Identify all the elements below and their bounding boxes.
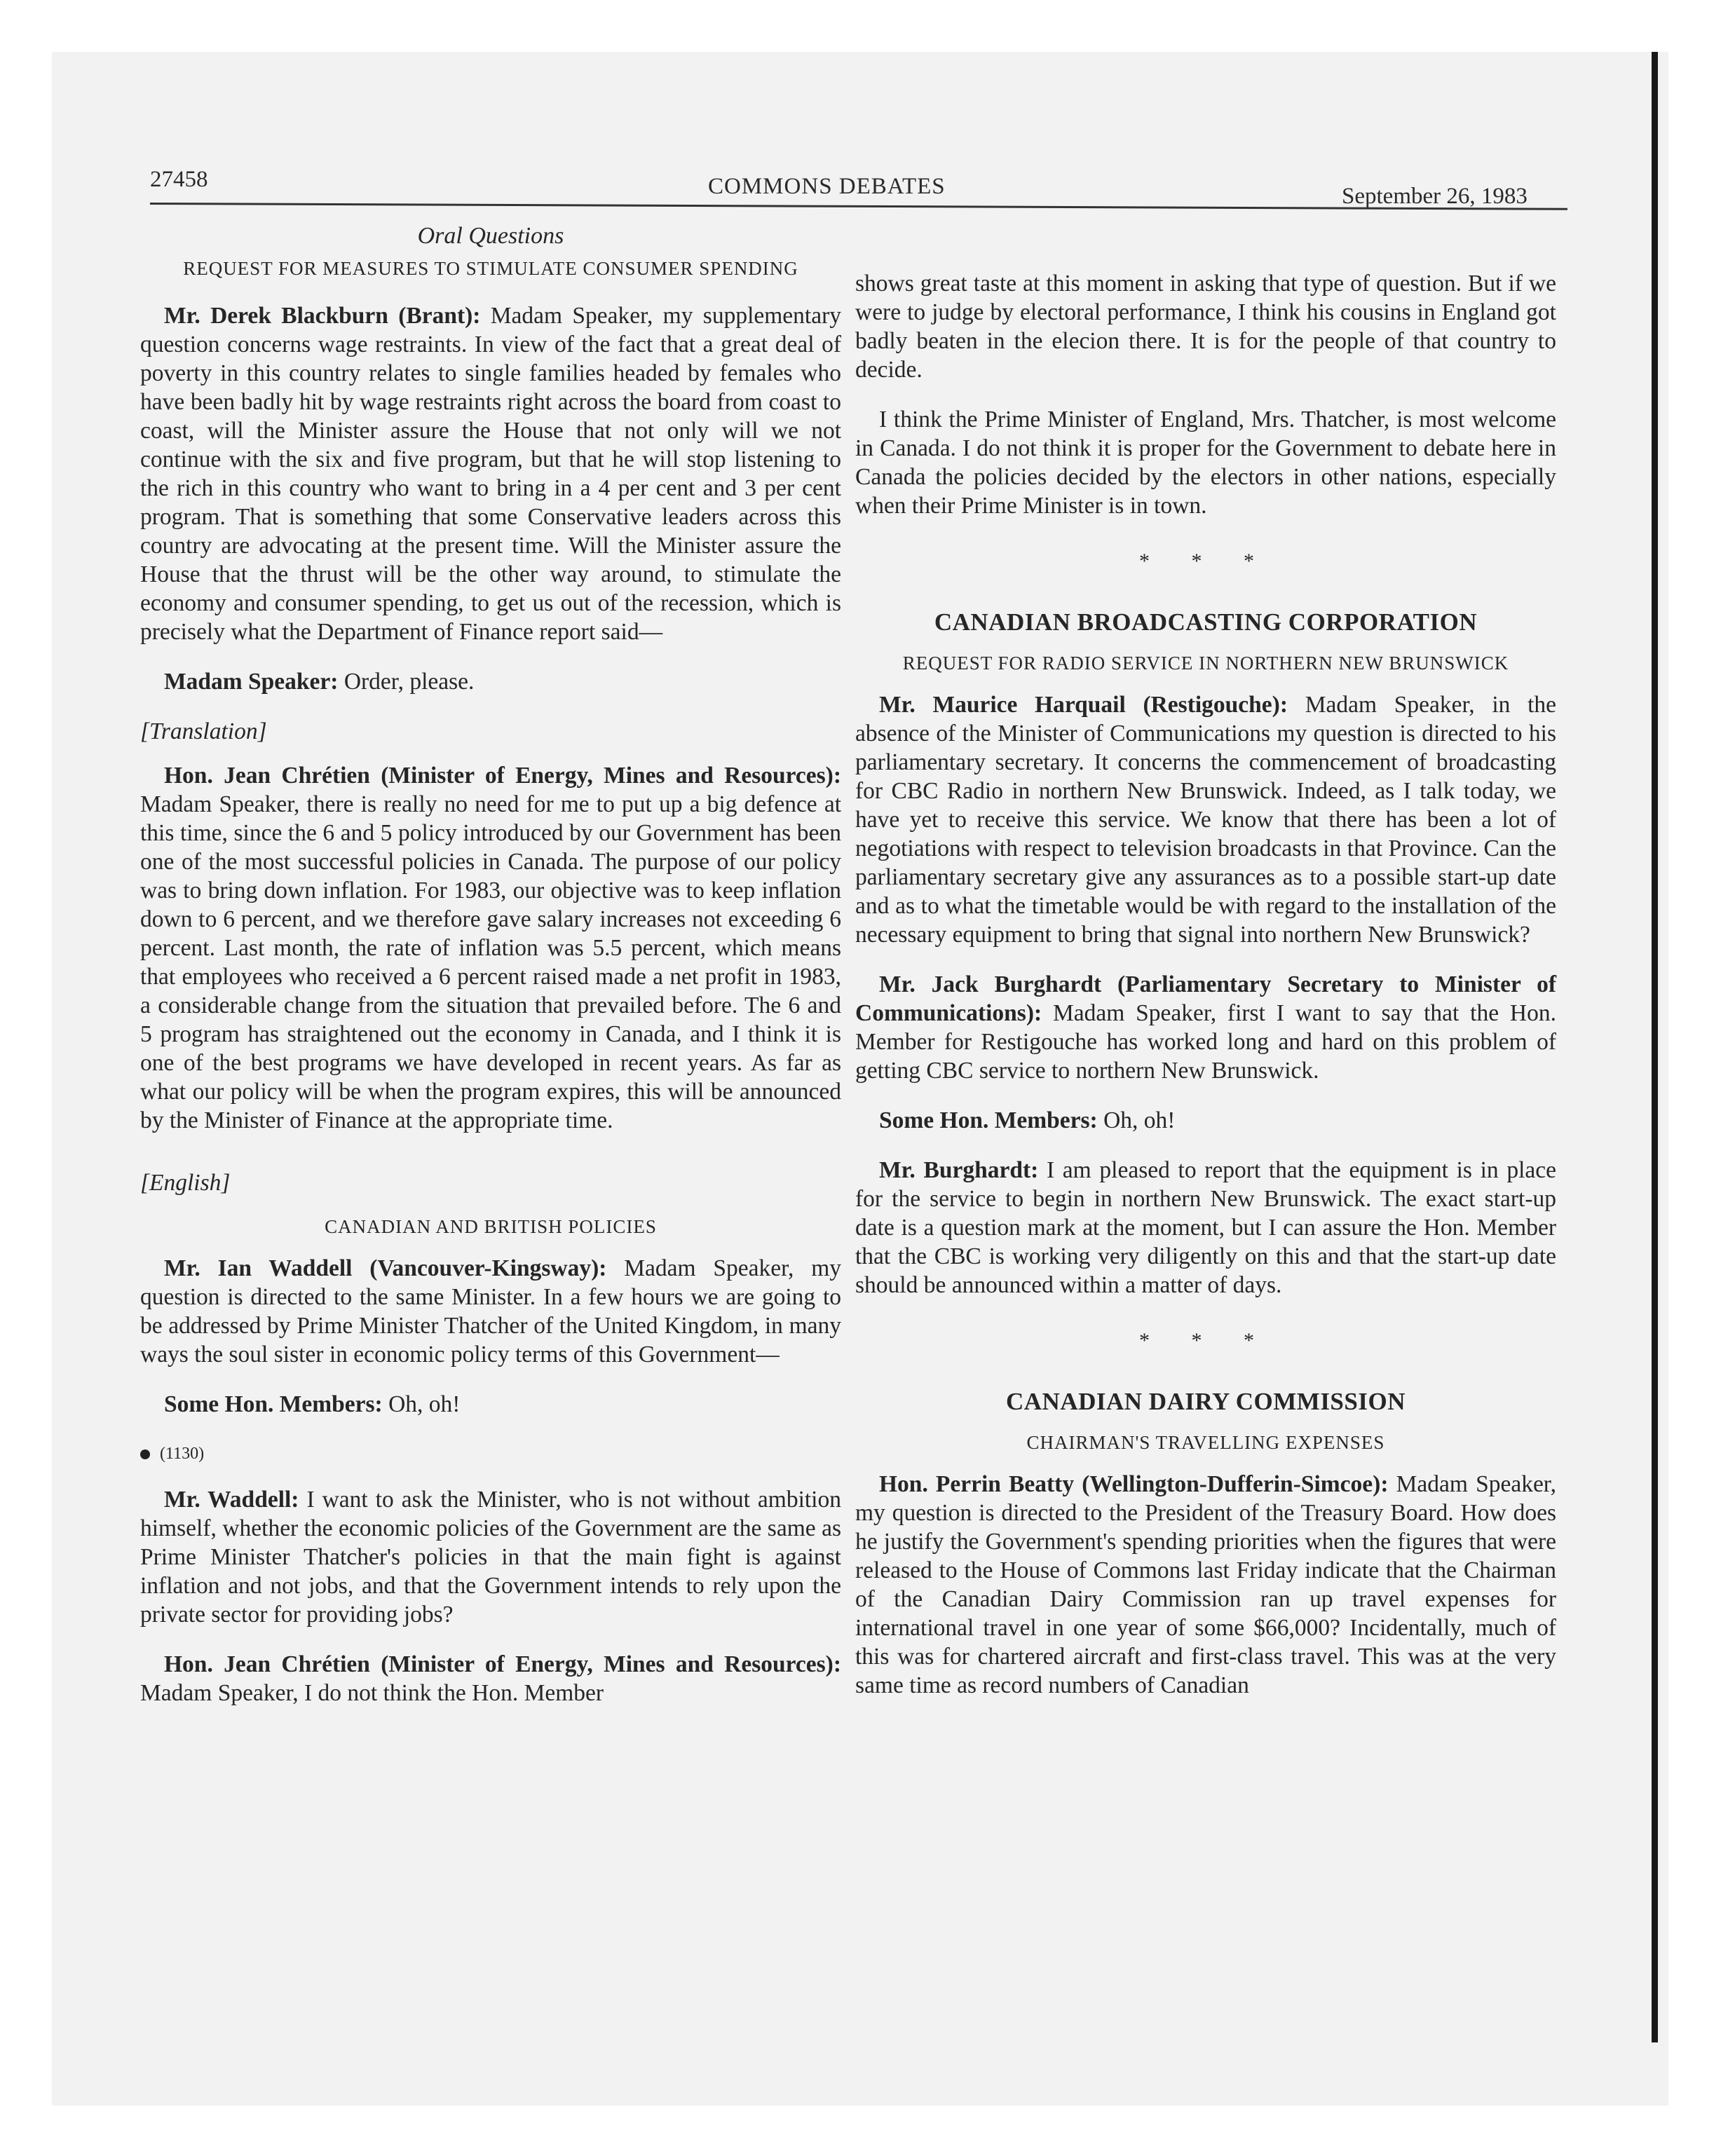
paragraph-text: Madam Speaker, there is really no need for me to put up a big defence at this time, since the 6 and 5 policy introduced by our Government has been one of the most successful policies in Canada. The purpose of our policy was to bring down inflation. For 1983, our objective was to keep inflation down to 6 percent, and we therefore gave salary increases not exceeding 6 percent. Last month, the rate of inflation was 5.5 percent, which means that employees who received a 6 percent raised made a net profit in 1983, a considerable change from the situation that prevailed before. The 6 and 5 program has straightened out the economy in Canada, and I think it is one of the best programs we have developed in recent years. As far as what our policy will be when the program expires, this will be announced by the Minister of Finance at the appropriate time. <box>140 791 841 1133</box>
paragraph-burghardt-1 <box>855 970 1556 1085</box>
paragraph-text: Madam Speaker, in the absence of the Minister of Communications my question is directed to his parliamentary secretary. It concerns the commencement of broadcasting for CBC Radio in northern New Brunswick. Indeed, as I talk today, we have yet to receive this service. We know that there has been a lot of negotiations with respect to television broadcasts in that Province. Can the parliamentary secretary give any assurances as to a possible start-up date and as to what the timetable would be with regard to the installation of the necessary equipment to bring that signal into northern New Brunswick? <box>855 692 1556 948</box>
speaker-name: Hon. Perrin Beatty (Wellington-Dufferin-Simcoe): <box>879 1471 1389 1497</box>
heading-cbc: CANADIAN BROADCASTING CORPORATION <box>934 608 1478 636</box>
speaker-name: Mr. Jack Burghardt (Parliamentary Secretary to Minister of Communications): <box>855 971 1556 1026</box>
paragraph-hon-members <box>140 1390 841 1419</box>
paragraph-hon-members <box>855 1106 1556 1135</box>
speaker-name: Hon. Jean Chrétien (Minister of Energy, Mines and Resources): <box>164 763 841 789</box>
publication-title: COMMONS DEBATES <box>708 174 946 199</box>
paragraph-waddell-1 <box>140 1254 841 1369</box>
speaker-name: Hon. Jean Chrétien (Minister of Energy, Mines and Resources): <box>164 1651 841 1677</box>
paragraph-text: Madam Speaker, my question is directed to the President of the Treasury Board. How does he justify the Government's spending priorities when the figures that were released to the House of Commons last Friday indicate that the Chairman of the Canadian Dairy Commission ran up travel expenses for international travel in one year of some $66,000? Incidentally, much of this was for chartered aircraft and first-class travel. This was at the very same time as record numbers of Canadian <box>855 1471 1556 1698</box>
paragraph-waddell-2 <box>140 1485 841 1629</box>
paragraph-chretien-1 <box>140 761 841 1135</box>
page-number: 27458 <box>150 167 208 192</box>
section-separator: * * * <box>1139 550 1272 573</box>
paragraph-text: Madam Speaker, my question is directed to the same Minister. In a few hours we are going to be addressed by Prime Minister Thatcher of the United Kingdom, in many ways the soul sister in economic policy terms of this Government— <box>140 1255 841 1367</box>
speaker-name: Some Hon. Members: <box>164 1391 383 1417</box>
time-marker-text: (1130) <box>160 1445 205 1463</box>
paragraph-text: Madam Speaker, my supplementary question concerns wage restraints. In view of the fact that a great deal of poverty in this country relates to single families headed by females who have been badly hit by wage restraints right across the board from coast to coast, will the Minister assure the House that not only will we not continue with the six and five program, but that he will stop listening to the rich in this country who want to bring in a 4 per cent and 3 per cent program. That is something that some Conservative leaders across this country are advocating at the present time. Will the Minister assure the House that the thrust will be the other way around, to stimulate the economy and consumer spending, to get us out of the recession, which is precisely what the Department of Finance report said— <box>140 303 842 645</box>
speaker-name: Mr. Ian Waddell (Vancouver-Kingsway): <box>164 1255 607 1281</box>
time-marker <box>140 1440 841 1468</box>
speaker-name: Mr. Maurice Harquail (Restigouche): <box>879 692 1288 718</box>
paragraph-text: Order, please. <box>338 669 475 695</box>
subheading-policies: CANADIAN AND BRITISH POLICIES <box>325 1216 657 1237</box>
publication-date: September 26, 1983 <box>1342 184 1528 209</box>
speaker-name: Mr. Burghardt: <box>879 1157 1039 1183</box>
paragraph-text: Madam Speaker, I do not think the Hon. Member <box>140 1680 604 1706</box>
english-marker: [English] <box>140 1170 231 1196</box>
scan-edge-rule <box>1652 52 1658 2042</box>
paragraph-harquail <box>855 690 1556 949</box>
section-separator: * * * <box>1139 1329 1272 1352</box>
paragraph-continued: shows great taste at this moment in asking that type of question. But if we were to judge by electoral performance, I think his cousins in England got badly beaten in the elecion there. It is for the people of that country to decide. <box>855 271 1556 383</box>
speaker-name: Some Hon. Members: <box>879 1107 1098 1133</box>
paragraph-beatty <box>855 1470 1556 1700</box>
paragraph-text: I want to ask the Minister, who is not without ambition himself, whether the economic policies of the Government are the same as Prime Minister Thatcher's policies in that the main fight is against inflation and not jobs, and that the Government intends to rely upon the private sector for providing jobs? <box>140 1487 841 1628</box>
subheading-radio-service: REQUEST FOR RADIO SERVICE IN NORTHERN NEW BRUNSWICK <box>902 653 1509 674</box>
paragraph-blackburn <box>140 301 841 646</box>
speaker-name: Mr. Derek Blackburn (Brant): <box>164 303 481 329</box>
right-column <box>855 269 1556 1721</box>
paragraph-chretien-2 <box>140 1650 841 1707</box>
heading-dairy-commission: CANADIAN DAIRY COMMISSION <box>1006 1388 1406 1415</box>
paragraph-text: Madam Speaker, first I want to say that the Hon. Member for Restigouche has worked long and hard on this problem of getting CBC service to northern New Brunswick. <box>855 1000 1556 1084</box>
subheading-travel-expenses: CHAIRMAN'S TRAVELLING EXPENSES <box>1026 1432 1385 1453</box>
paragraph-text: I am pleased to report that the equipment is in place for the service to begin in northern New Brunswick. The exact start-up date is a question mark at the moment, but I can assure the Hon. Member that the CBC is working very diligently on this and that the start-up date should be announced within a matter of days. <box>855 1157 1556 1298</box>
paragraph-text: Oh, oh! <box>1097 1107 1176 1133</box>
speaker-name: Mr. Waddell: <box>164 1487 299 1513</box>
paragraph-burghardt-2 <box>855 1156 1556 1299</box>
speaker-name: Madam Speaker: <box>164 669 339 695</box>
paragraph-madam-speaker <box>140 667 841 696</box>
translation-marker: [Translation] <box>140 718 267 744</box>
left-column <box>140 221 841 1728</box>
paragraph-thatcher-welcome: I think the Prime Minister of England, Mrs. Thatcher, is most welcome in Canada. I do not think it is proper for the Government to debate here in Canada the policies decided by the electors in other nations, especially when their Prime Minister is in town. <box>855 407 1556 519</box>
subheading-consumer-spending: REQUEST FOR MEASURES TO STIMULATE CONSUMER SPENDING <box>183 258 798 279</box>
bullet-icon <box>140 1449 150 1459</box>
paragraph-text: Oh, oh! <box>382 1391 461 1417</box>
section-title: Oral Questions <box>417 223 564 249</box>
